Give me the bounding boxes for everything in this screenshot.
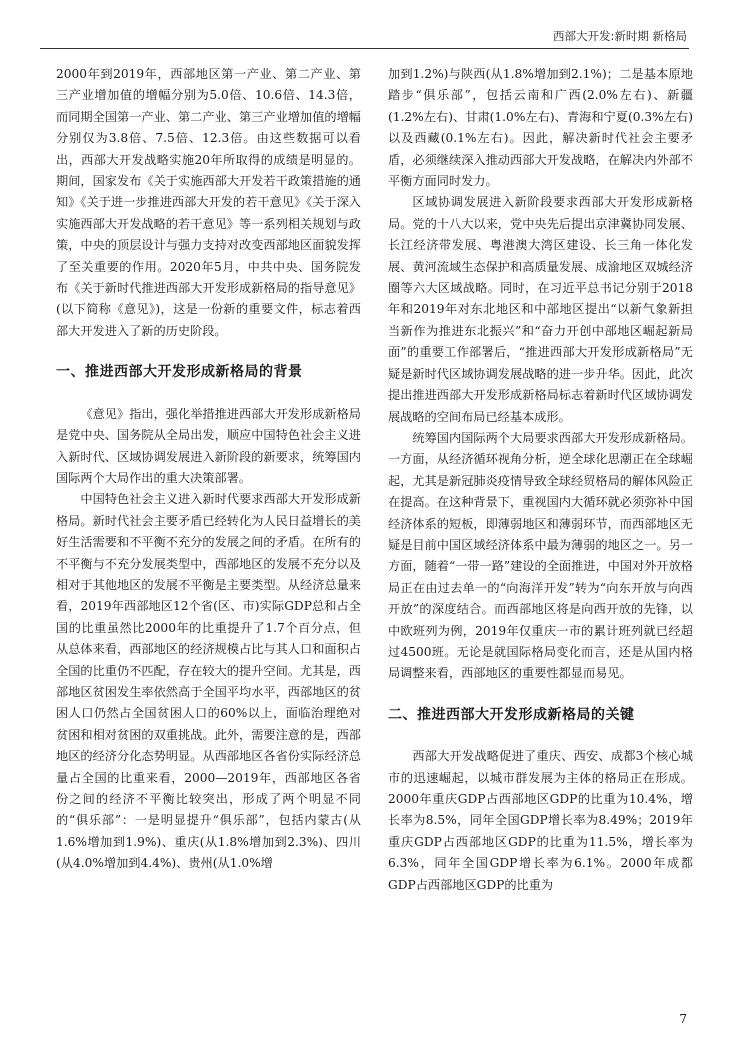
section-heading-1: 一、推进西部大开发形成新格局的背景 — [56, 364, 303, 381]
left-column — [56, 64, 361, 875]
section-heading-2: 二、推进西部大开发形成新格局的关键 — [388, 706, 635, 723]
paragraph: 统筹国内国际两个大局要求西部大开发形成新格局。一方面，从经济循环视角分析，逆全球化思潮正在全球崛起，尤其是新冠肺炎疫情导致全球经贸格局的解体风险正在提高。在这种背景下，重视国内大循环就必须弥补中国经济体系的短板，即薄弱地区和薄弱环节，而西部地区无疑是目前中国区域经济体系中最为薄弱的地区之一。另一方面，随着“一带一路”建设的全面推进，中国对外开放格局正在由过去单一的“向海洋开发”转为“向东开放与向西开放”的深度结合。而西部地区将是向西开放的先锋，以中欧班列为例，2019年仅重庆一市的累计班列就已经超过4500班。无论是就国际格局变化而言，还是从国内格局调整来看，西部地区的重要性都显而易见。 — [388, 430, 693, 681]
paragraph: 中国特色社会主义进入新时代要求西部大开发形成新格局。新时代社会主要矛盾已经转化为人民日益增长的美好生活需要和不平衡不充分的发展之间的矛盾。在所有的不平衡与不充分发展类型中，西部地区的发展不充分以及相对于其他地区的发展不平衡是主要类型。从经济总量来看，2019年西部地区12个省(区、市)实际GDP总和占全国的比重虽然比2000年的比重提升了1.7个百分点，但从总体来看，西部地区的经济规模占比与其人口和面积占全国的比重仍不匹配，存在较大的提升空间。尤其是，西部地区贫困发生率依然高于全国平均水平，西部地区的贫困人口仍然占全国贫困人口的60%以上，面临治理绝对贫困和相对贫困的双重挑战。此外，需要注意的是，西部地区的经济分化态势明显。从西部地区各省份实际经济总量占全国的比重来看，2000—2019年，西部地区各省份之间的经济不平衡比较突出，形成了两个明显不同的“俱乐部”：一是明显提升“俱乐部”，包括内蒙古(从1.6%增加到1.9%)、重庆(从1.8%增加到2.3%)、四川(从4.0%增加到4.4%)、贵州(从1.0%增 — [56, 492, 361, 871]
paragraph: 西部大开发战略促进了重庆、西安、成都3个核心城市的迅速崛起，以城市群发展为主体的格局正在形成。2000年重庆GDP占西部地区GDP的比重为10.4%，增长率为8.5%，同年全国GDP增长率为8.49%；2019年重庆GDP占西部地区GDP的比重为11.5%，增长率为6.3%，同年全国GDP增长率为6.1%。2000年成都GDP占西部地区GDP的比重为 — [388, 749, 693, 892]
paragraph: 加到1.2%)与陕西(从1.8%增加到2.1%)；二是基本原地踏步“俱乐部”，包括云南和广西(2.0%左右)、新疆(1.2%左右)、甘肃(1.0%左右)、青海和宁夏(0.3%左右)以及西藏(0.1%左右)。因此，解决新时代社会主要矛盾，必须继续深入推动西部大开发战略，在解决内外部不平衡方面同时发力。 — [388, 67, 693, 189]
page-number: 7 — [679, 1012, 687, 1026]
header-divider — [40, 48, 689, 49]
running-header: 西部大开发:新时期 新格局 — [552, 29, 687, 43]
paragraph: 2000年到2019年，西部地区第一产业、第二产业、第三产业增加值的增幅分别为5.0倍、10.6倍、14.3倍，而同期全国第一产业、第二产业、第三产业增加值的增幅分别仅为3.8倍、7.5倍、12.3倍。由这些数据可以看出，西部大开发战略实施20年所取得的成绩是明显的。期间，国家发布《关于实施西部大开发若干政策措施的通知》《关于进一步推进西部大开发的若干意见》《关于深入实施西部大开发战略的若干意见》等一系列相关规划与政策，中央的顶层设计与强力支持对改变西部地区面貌发挥了至关重要的作用。2020年5月，中共中央、国务院发布《关于新时代推进西部大开发形成新格局的指导意见》(以下简称《意见》)，这是一份新的重要文件，标志着西部大开发进入了新的历史阶段。 — [56, 67, 361, 338]
paragraph: 《意见》指出，强化举措推进西部大开发形成新格局是党中央、国务院从全局出发，顺应中国特色社会主义进入新时代、区域协调发展进入新阶段的新要求，统筹国内国际两个大局作出的重大决策部署。 — [56, 406, 361, 485]
paragraph: 区域协调发展进入新阶段要求西部大开发形成新格局。党的十八大以来，党中央先后提出京津冀协同发展、长江经济带发展、粤港澳大湾区建设、长三角一体化发展、黄河流域生态保护和高质量发展、成渝地区双城经济圈等六大区域战略。同时，在习近平总书记分别于2018年和2019年对东北地区和中部地区提出“以新气象新担当新作为推进东北振兴”和“奋力开创中部地区崛起新局面”的重要工作部署后，“推进西部大开发形成新格局”无疑是新时代区域协调发展战略的进一步升华。因此，此次提出推进西部大开发形成新格局标志着新时代区域协调发展战略的空间布局已经基本成形。 — [388, 195, 693, 424]
right-column — [388, 64, 693, 896]
